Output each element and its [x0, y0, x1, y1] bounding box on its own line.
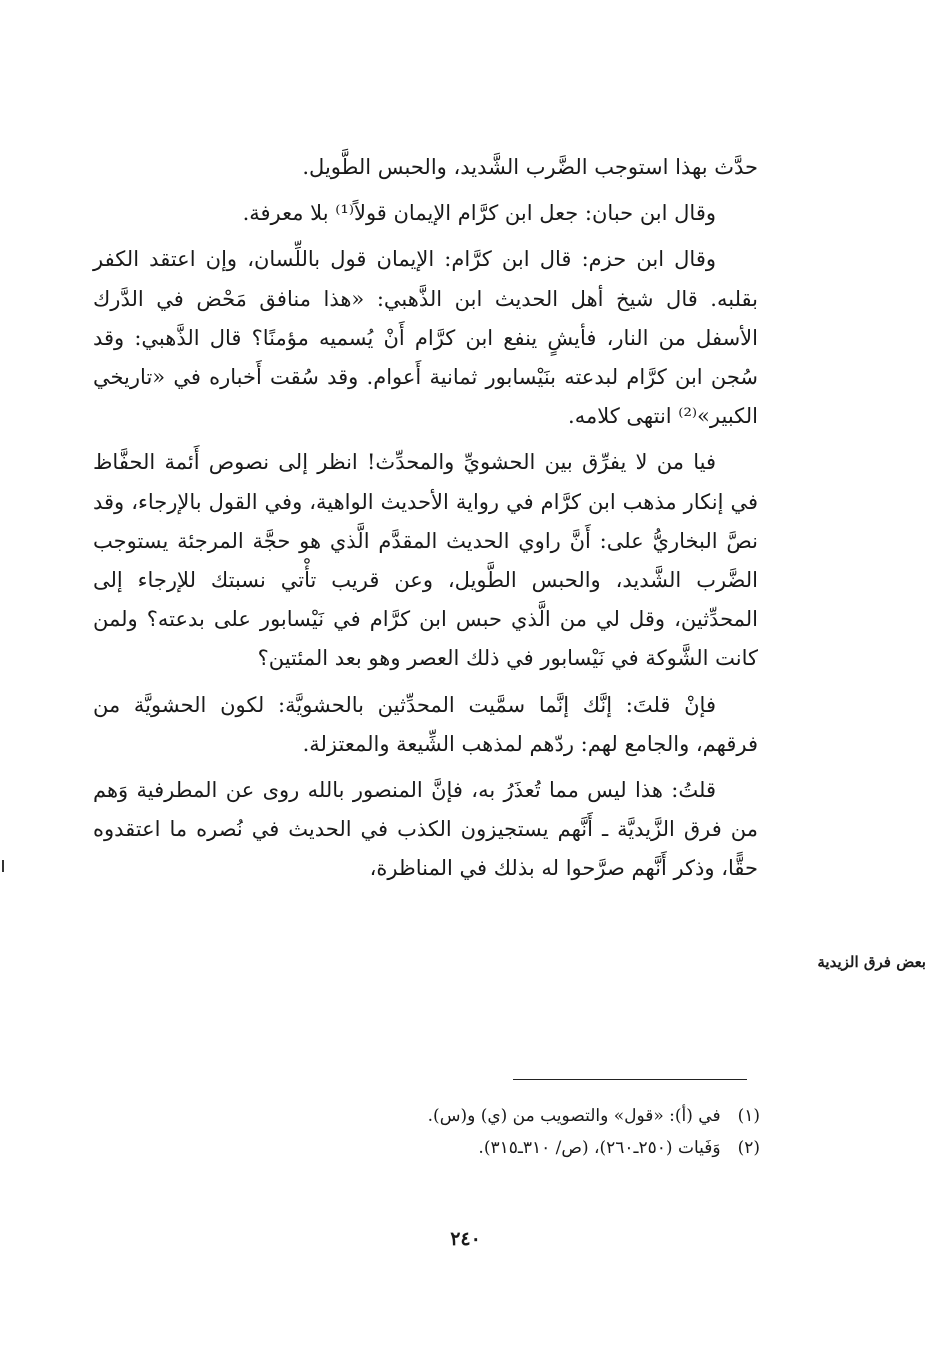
paragraph-6: قلتُ: هذا ليس مما تُعذَرُ به، فإنَّ المنصور بالله روى عن المطرفية وَهم من فرق الزَّيديَّة ـ أَنَّهم يستجيزون الكذب في الحديث في نُصره ما اعتقدوه حقًّا، وذكر أَنَّهم صرَّحوا له بذلك في المناظرة، — [93, 778, 758, 881]
margin-mark — [2, 860, 4, 872]
footnote-text: وَفَيات (٢٥٠ـ٢٦٠)، (ص/ ٣١٠ـ٣١٥). — [478, 1138, 721, 1158]
main-text — [93, 148, 758, 896]
footnotes — [300, 1100, 760, 1164]
paragraph-5: فإنْ قلتَ: إنَّك إنَّما سمَّيت المحدِّثين بالحشويَّة: لكون الحشويَّة من فرقهم، والجامع لهم: ردّهم لمذهب الشِّيعة والمعتزلة. — [93, 692, 758, 756]
paragraph-3: وقال ابن حزم: قال ابن كرَّام: الإيمان قول باللِّسان، وإن اعتقد الكفر بقلبه. قال شيخ أهل الحديث ابن الذَّهبي: «هذا منافق مَحْض في الدَّرك الأسفل من النار، فأيشٍ ينفع ابن كرَّام أَنْ يُسميه مؤمنًا؟ قال الذَّهبي: وقد سُجن ابن كرَّام لبدعته بنَيْسابور ثمانية أَعوام. وقد سُقت أَخباره في «تاريخي الكبير»⁽²⁾ انتهى كلامه. — [93, 247, 758, 429]
page-number: ٢٤٠ — [450, 1228, 481, 1250]
paragraph-4: فيا من لا يفرِّق بين الحشويِّ والمحدِّث! انظر إلى نصوص أَئمة الحفَّاظ في إنكار مذهب ابن كرَّام في رواية الأحديث الواهية، وفي القول بالإرجاء، وقد نصَّ البخاريُّ على: أَنَّ راوي الحديث المقدَّم الَّذي هو حجَّة المرجئة يستوجب الضَّرب الشَّديد، والحبس الطَّويل، وعن قريب تأْتي نسبتك للإرجاء إلى المحدِّثين، وقل لي من الَّذي حبس ابن كرَّام في نَيْسابور على بدعته؟ ولمن كانت الشَّوكة في نَيْسابور في ذلك العصر وهو بعد المئتين؟ — [93, 450, 758, 671]
footnote-1 — [300, 1100, 760, 1132]
footnote-number: (١) — [737, 1106, 760, 1126]
footnote-divider — [513, 1079, 747, 1080]
paragraph-2: وقال ابن حبان: جعل ابن كرَّام الإيمان قولاً⁽¹⁾ بلا معرفة. — [242, 201, 716, 226]
paragraph-1: حدَّث بهذا استوجب الضَّرب الشَّديد، والحبس الطَّويل. — [302, 155, 758, 179]
footnote-2 — [300, 1132, 760, 1164]
footnote-text: في (أ): «قول» والتصويب من (ي) و(س). — [427, 1106, 721, 1126]
margin-note: بعض فرق الزيدية — [817, 953, 926, 971]
footnote-number: (٢) — [737, 1138, 760, 1158]
